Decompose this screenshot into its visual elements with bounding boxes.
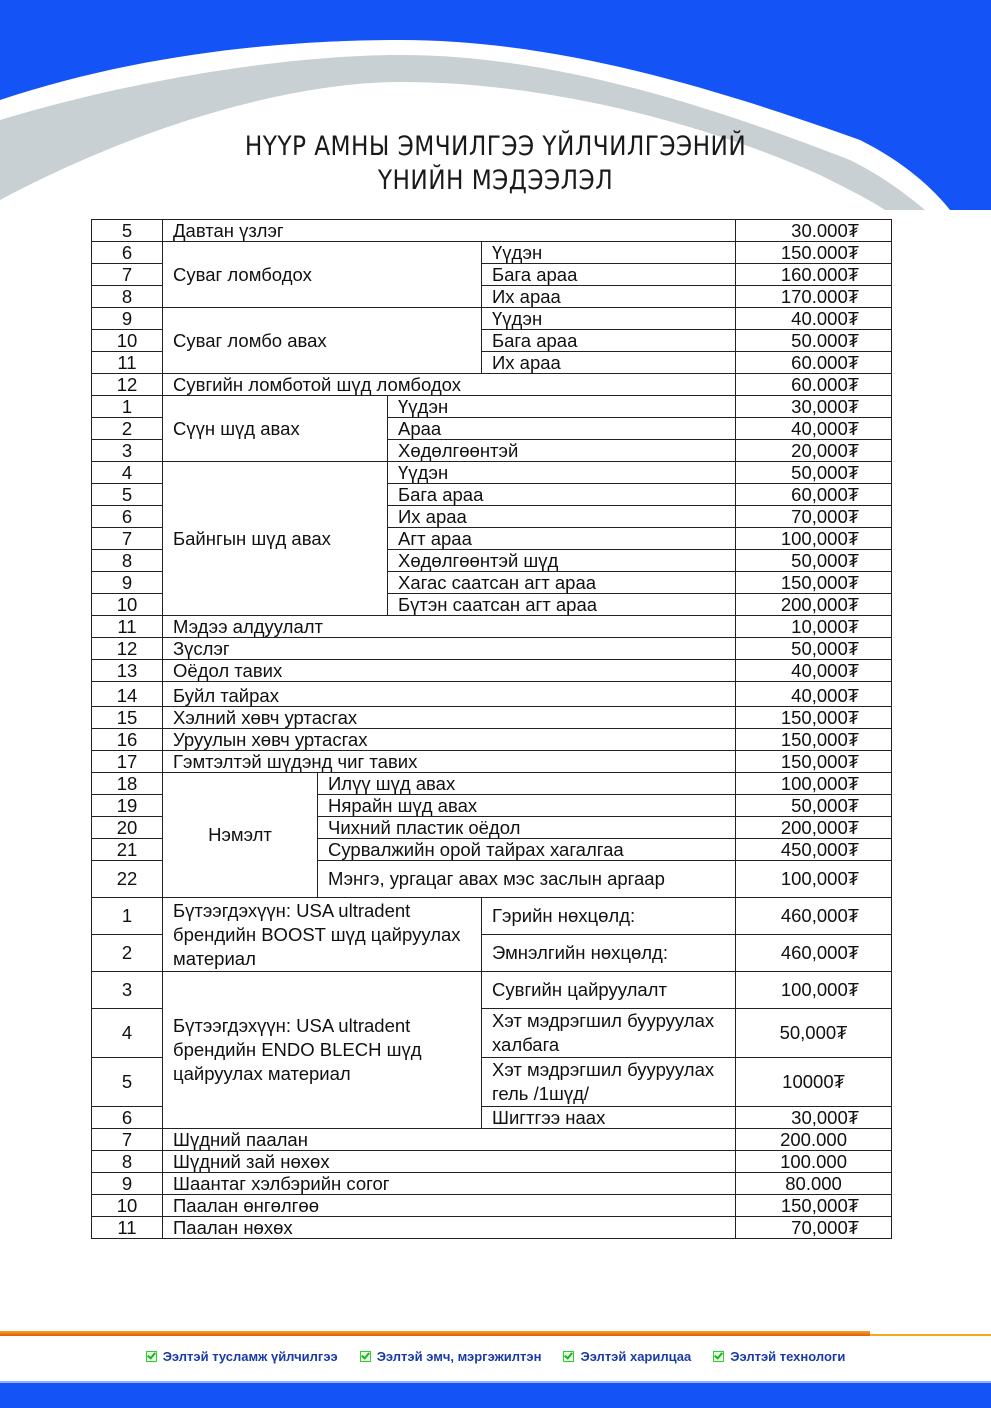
table-row <box>92 1129 892 1151</box>
service-name: Паалан өнгөлгөө <box>163 1195 736 1217</box>
page-title-line1: НҮҮР АМНЫ ЭМЧИЛГЭЭ ҮЙЛЧИЛГЭЭНИЙ <box>244 131 747 162</box>
price: 60,000₮ <box>736 484 892 506</box>
service-name: Бүтээгдэхүүн: USA ultradent брендийн ENDO BLECH шүд цайруулах материал <box>163 972 482 1129</box>
row-number: 16 <box>92 729 163 751</box>
footer-orange-divider <box>0 1331 870 1336</box>
service-subtype: Эмнэлгийн нөхцөлд: <box>482 935 736 972</box>
table-row <box>92 308 892 330</box>
service-name: Уруулын хөвч уртасгах <box>163 729 736 751</box>
price: 100,000₮ <box>736 528 892 550</box>
price: 30.000₮ <box>736 220 892 242</box>
service-subtype: Үүдэн <box>388 462 736 484</box>
price: 150,000₮ <box>736 729 892 751</box>
service-subtype: Үүдэн <box>482 308 736 330</box>
price: 60.000₮ <box>736 352 892 374</box>
service-name: Зүслэг <box>163 638 736 660</box>
service-name: Хэлний хөвч уртасгах <box>163 707 736 729</box>
price: 20,000₮ <box>736 440 892 462</box>
price: 150,000₮ <box>736 1195 892 1217</box>
row-number: 11 <box>92 352 163 374</box>
service-subtype: Чихний пластик оёдол <box>318 817 736 839</box>
price: 450,000₮ <box>736 839 892 861</box>
price: 10,000₮ <box>736 616 892 638</box>
row-number: 2 <box>92 418 163 440</box>
table-row <box>92 729 892 751</box>
service-subtype: Хэт мэдрэгшил бууруулах халбага <box>482 1009 736 1058</box>
table-row <box>92 638 892 660</box>
price: 100,000₮ <box>736 972 892 1009</box>
table-row <box>92 1195 892 1217</box>
service-subtype: Бага араа <box>482 264 736 286</box>
price: 30,000₮ <box>736 1107 892 1129</box>
row-number: 15 <box>92 707 163 729</box>
service-name: Оёдол тавих <box>163 660 736 682</box>
row-number: 6 <box>92 242 163 264</box>
price: 70,000₮ <box>736 1217 892 1239</box>
row-number: 10 <box>92 330 163 352</box>
row-number: 8 <box>92 1151 163 1173</box>
price: 460,000₮ <box>736 935 892 972</box>
row-number: 17 <box>92 751 163 773</box>
service-subtype: Хөдөлгөөнтэй <box>388 440 736 462</box>
row-number: 7 <box>92 528 163 550</box>
checkbox-checked-icon <box>146 1351 157 1362</box>
row-number: 5 <box>92 1058 163 1107</box>
row-number: 22 <box>92 861 163 898</box>
row-number: 7 <box>92 1129 163 1151</box>
row-number: 14 <box>92 682 163 707</box>
service-subtype: Бүтэн саатсан агт араа <box>388 594 736 616</box>
table-row <box>92 462 892 484</box>
row-number: 9 <box>92 1173 163 1195</box>
checkbox-checked-icon <box>713 1351 724 1362</box>
price: 40.000₮ <box>736 308 892 330</box>
row-number: 12 <box>92 374 163 396</box>
row-number: 6 <box>92 1107 163 1129</box>
row-number: 6 <box>92 506 163 528</box>
footer-blue-band <box>0 1381 991 1408</box>
table-row <box>92 972 892 1009</box>
service-name: Бүтээгдэхүүн: USA ultradent брендийн BOOST шүд цайруулах материал <box>163 898 482 972</box>
service-name: Нэмэлт <box>163 773 318 898</box>
service-name: Сүүн шүд авах <box>163 396 388 462</box>
service-name: Давтан үзлэг <box>163 220 736 242</box>
service-name: Шаантаг хэлбэрийн согог <box>163 1173 736 1195</box>
price: 50,000₮ <box>736 1009 892 1058</box>
table-row <box>92 773 892 795</box>
price: 60.000₮ <box>736 374 892 396</box>
table-row <box>92 751 892 773</box>
price: 40,000₮ <box>736 418 892 440</box>
price: 200.000 <box>736 1129 892 1151</box>
service-subtype: Бага араа <box>482 330 736 352</box>
service-subtype: Шигтгээ наах <box>482 1107 736 1129</box>
table-row <box>92 374 892 396</box>
slogan-label: Ээлтэй эмч, мэргэжилтэн <box>376 1349 542 1364</box>
service-subtype: Гэрийн нөхцөлд: <box>482 898 736 935</box>
price: 50,000₮ <box>736 462 892 484</box>
service-name: Суваг ломбодох <box>163 242 482 308</box>
service-subtype: Их араа <box>388 506 736 528</box>
row-number: 3 <box>92 972 163 1009</box>
row-number: 8 <box>92 550 163 572</box>
row-number: 13 <box>92 660 163 682</box>
price: 10000₮ <box>736 1058 892 1107</box>
service-name: Сувгийн ломботой шүд ломбодох <box>163 374 736 396</box>
price: 50.000₮ <box>736 330 892 352</box>
row-number: 8 <box>92 286 163 308</box>
price: 100,000₮ <box>736 773 892 795</box>
slogan-label: Ээлтэй технологи <box>730 1349 846 1364</box>
price: 30,000₮ <box>736 396 892 418</box>
table-row <box>92 1151 892 1173</box>
table-row <box>92 707 892 729</box>
row-number: 10 <box>92 594 163 616</box>
service-subtype: Их араа <box>482 286 736 308</box>
price: 150,000₮ <box>736 572 892 594</box>
checkbox-checked-icon <box>563 1351 574 1362</box>
service-subtype: Араа <box>388 418 736 440</box>
table-row <box>92 660 892 682</box>
service-subtype: Сувгийн цайруулалт <box>482 972 736 1009</box>
price: 460,000₮ <box>736 898 892 935</box>
price: 50,000₮ <box>736 550 892 572</box>
row-number: 19 <box>92 795 163 817</box>
price: 40,000₮ <box>736 682 892 707</box>
table-row <box>92 682 892 707</box>
table-row <box>92 616 892 638</box>
price: 200,000₮ <box>736 817 892 839</box>
row-number: 4 <box>92 1009 163 1058</box>
service-name: Суваг ломбо авах <box>163 308 482 374</box>
price: 50,000₮ <box>736 795 892 817</box>
footer-orange-divider-thin <box>870 1334 991 1336</box>
service-subtype: Үүдэн <box>388 396 736 418</box>
service-subtype: Их араа <box>482 352 736 374</box>
price: 200,000₮ <box>736 594 892 616</box>
service-subtype: Хөдөлгөөнтэй шүд <box>388 550 736 572</box>
row-number: 4 <box>92 462 163 484</box>
service-name: Гэмтэлтэй шүдэнд чиг тавих <box>163 751 736 773</box>
table-row <box>92 396 892 418</box>
service-name: Шүдний зай нөхөх <box>163 1151 736 1173</box>
price: 150,000₮ <box>736 707 892 729</box>
row-number: 21 <box>92 839 163 861</box>
row-number: 18 <box>92 773 163 795</box>
table-row <box>92 1173 892 1195</box>
service-subtype: Бага араа <box>388 484 736 506</box>
checkbox-checked-icon <box>360 1351 371 1362</box>
row-number: 9 <box>92 572 163 594</box>
slogan-label: Ээлтэй тусламж үйлчилгээ <box>162 1349 338 1364</box>
price: 50,000₮ <box>736 638 892 660</box>
row-number: 1 <box>92 898 163 935</box>
price: 150.000₮ <box>736 242 892 264</box>
price: 80.000 <box>736 1173 892 1195</box>
service-name: Буйл тайрах <box>163 682 736 707</box>
row-number: 11 <box>92 1217 163 1239</box>
service-subtype: Үүдэн <box>482 242 736 264</box>
service-name: Паалан нөхөх <box>163 1217 736 1239</box>
slogan-item <box>563 1349 691 1364</box>
service-subtype: Хэт мэдрэгшил бууруулах гель /1шүд/ <box>482 1058 736 1107</box>
service-subtype: Сурвалжийн орой тайрах хагалгаа <box>318 839 736 861</box>
slogan-item <box>360 1349 542 1364</box>
row-number: 1 <box>92 396 163 418</box>
footer-slogans <box>0 1349 991 1364</box>
row-number: 2 <box>92 935 163 972</box>
price: 170.000₮ <box>736 286 892 308</box>
service-subtype: Илүү шүд авах <box>318 773 736 795</box>
table-row <box>92 220 892 242</box>
row-number: 9 <box>92 308 163 330</box>
row-number: 3 <box>92 440 163 462</box>
price-table <box>91 219 892 1239</box>
service-subtype: Агт араа <box>388 528 736 550</box>
price: 160.000₮ <box>736 264 892 286</box>
row-number: 20 <box>92 817 163 839</box>
table-row <box>92 898 892 935</box>
service-subtype: Мэнгэ, ургацаг авах мэс заслын аргаар <box>318 861 736 898</box>
service-name: Мэдээ алдуулалт <box>163 616 736 638</box>
row-number: 5 <box>92 484 163 506</box>
table-row <box>92 1217 892 1239</box>
price: 70,000₮ <box>736 506 892 528</box>
row-number: 10 <box>92 1195 163 1217</box>
service-subtype: Нярайн шүд авах <box>318 795 736 817</box>
page-title-line2: ҮНИЙН МЭДЭЭЛЭЛ <box>377 165 614 196</box>
price: 40,000₮ <box>736 660 892 682</box>
slogan-item <box>146 1349 338 1364</box>
price: 100,000₮ <box>736 861 892 898</box>
row-number: 5 <box>92 220 163 242</box>
price: 150,000₮ <box>736 751 892 773</box>
service-name: Байнгын шүд авах <box>163 462 388 616</box>
row-number: 12 <box>92 638 163 660</box>
row-number: 7 <box>92 264 163 286</box>
slogan-label: Ээлтэй харилцаа <box>580 1349 692 1364</box>
service-name: Шүдний паалан <box>163 1129 736 1151</box>
price: 100.000 <box>736 1151 892 1173</box>
slogan-item <box>713 1349 845 1364</box>
row-number: 11 <box>92 616 163 638</box>
table-row <box>92 242 892 264</box>
service-subtype: Хагас саатсан агт араа <box>388 572 736 594</box>
